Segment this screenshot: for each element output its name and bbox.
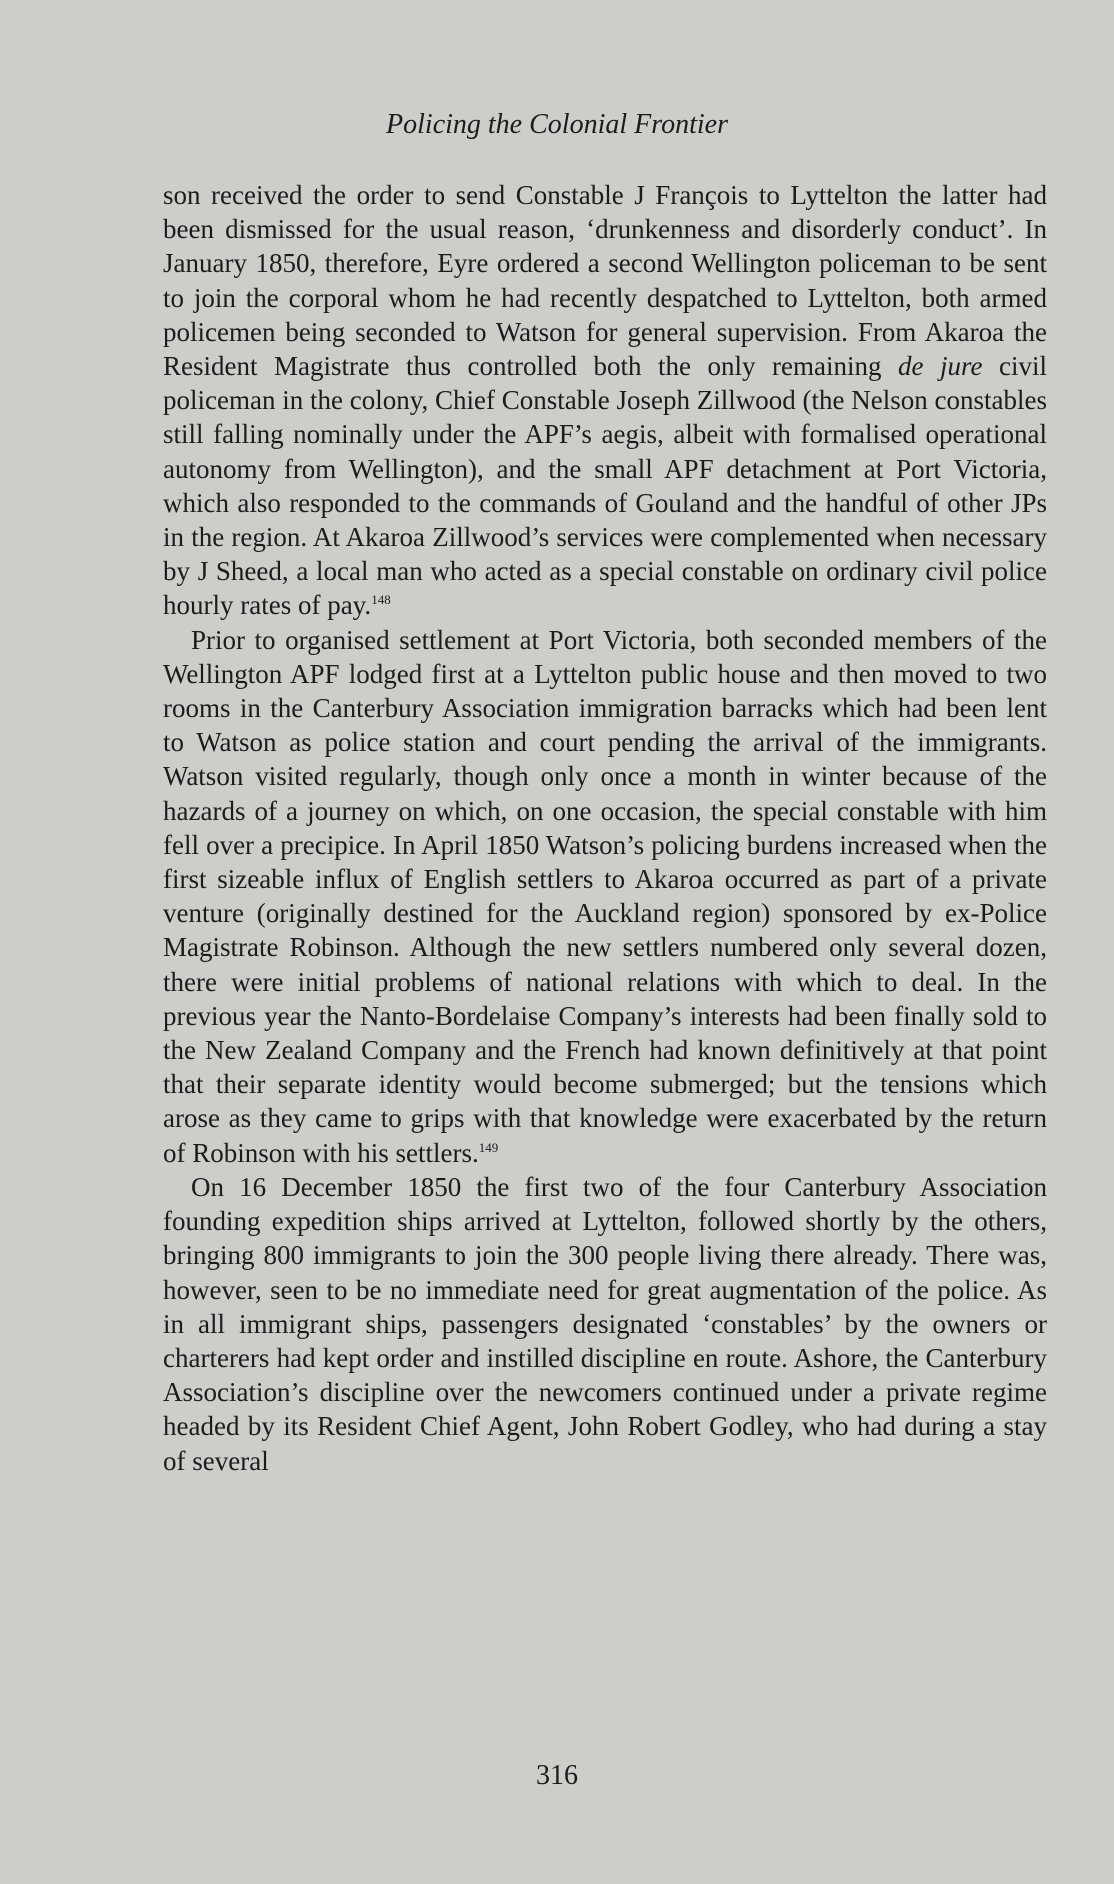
paragraph-1-text-b: civil policeman in the colony, Chief Constable Joseph Zillwood (the Nelson constables still falling nominally under the APF’s aegis, albeit with formalised operational autonomy from Wellington), and the small APF detachment at Port Victoria, which also responded to the commands of Gouland and the handful of other JPs in the region. At Akaroa Zillwood’s services were complemented when necessary by J Sheed, a local man who acted as a special constable on ordinary civil police hourly rates of pay. (163, 351, 1048, 621)
page-number: 316 (536, 1760, 578, 1791)
paragraph-3-text: On 16 December 1850 the first two of the four Canterbury Association founding expedition ships arrived at Lyttelton, followed shortly by the others, bringing 800 immigrants to join the 300 people living there already. There was, however, seen to be no immediate need for great augmentation of the police. As in all immigrant ships, passengers designated ‘constables’ by the owners or charterers had kept order and instilled discipline en route. Ashore, the Canterbury Association’s discipline over the newcomers continued under a private regime headed by its Resident Chief Agent, John Robert Godley, who had during a stay of several (163, 1171, 1047, 1476)
paragraph-1-italic-term: de jure (898, 351, 983, 382)
footnote-ref-148: 148 (371, 592, 391, 608)
paragraph-2 (163, 623, 1047, 1170)
body-text (163, 178, 1047, 1478)
paragraph-1-text-a: son received the order to send Constable J François to Lyttelton the latter had been dismissed for the usual reason, ‘drunkenness and disorderly conduct’. In January 1850, therefore, Eyre ordered a second Wellington policeman to be sent to join the corporal whom he had recently despatched to Lyttelton, both armed policemen being seconded to Watson for general supervision. From Akaroa the Resident Magistrate thus controlled both the only remaining (163, 180, 1047, 382)
paragraph-2-text: Prior to organised settlement at Port Victoria, both seconded members of the Wellington APF lodged first at a Lyttelton public house and then moved to two rooms in the Canterbury Association immigration barracks which had been lent to Watson as police station and court pending the arrival of the immigrants. Watson visited regularly, though only once a month in winter because of the hazards of a journey on which, on one occasion, the special constable with him fell over a precipice. In April 1850 Watson’s policing burdens increased when the first sizeable influx of English settlers to Akaroa occurred as part of a private venture (originally destined for the Auckland region) sponsored by ex-Police Magistrate Robinson. Although the new settlers numbered only several dozen, there were initial problems of national relations with which to deal. In the previous year the Nanto-Bordelaise Company’s interests had been finally sold to the New Zealand Company and the French had known definitively at that point that their separate identity would become submerged; but the tensions which arose as they came to grips with that knowledge were exacerbated by the return of Robinson with his settlers. (163, 624, 1047, 1168)
paragraph-3 (163, 1170, 1047, 1478)
paragraph-1 (163, 178, 1047, 623)
running-head: Policing the Colonial Frontier (386, 109, 728, 140)
footnote-ref-149: 149 (478, 1139, 499, 1155)
